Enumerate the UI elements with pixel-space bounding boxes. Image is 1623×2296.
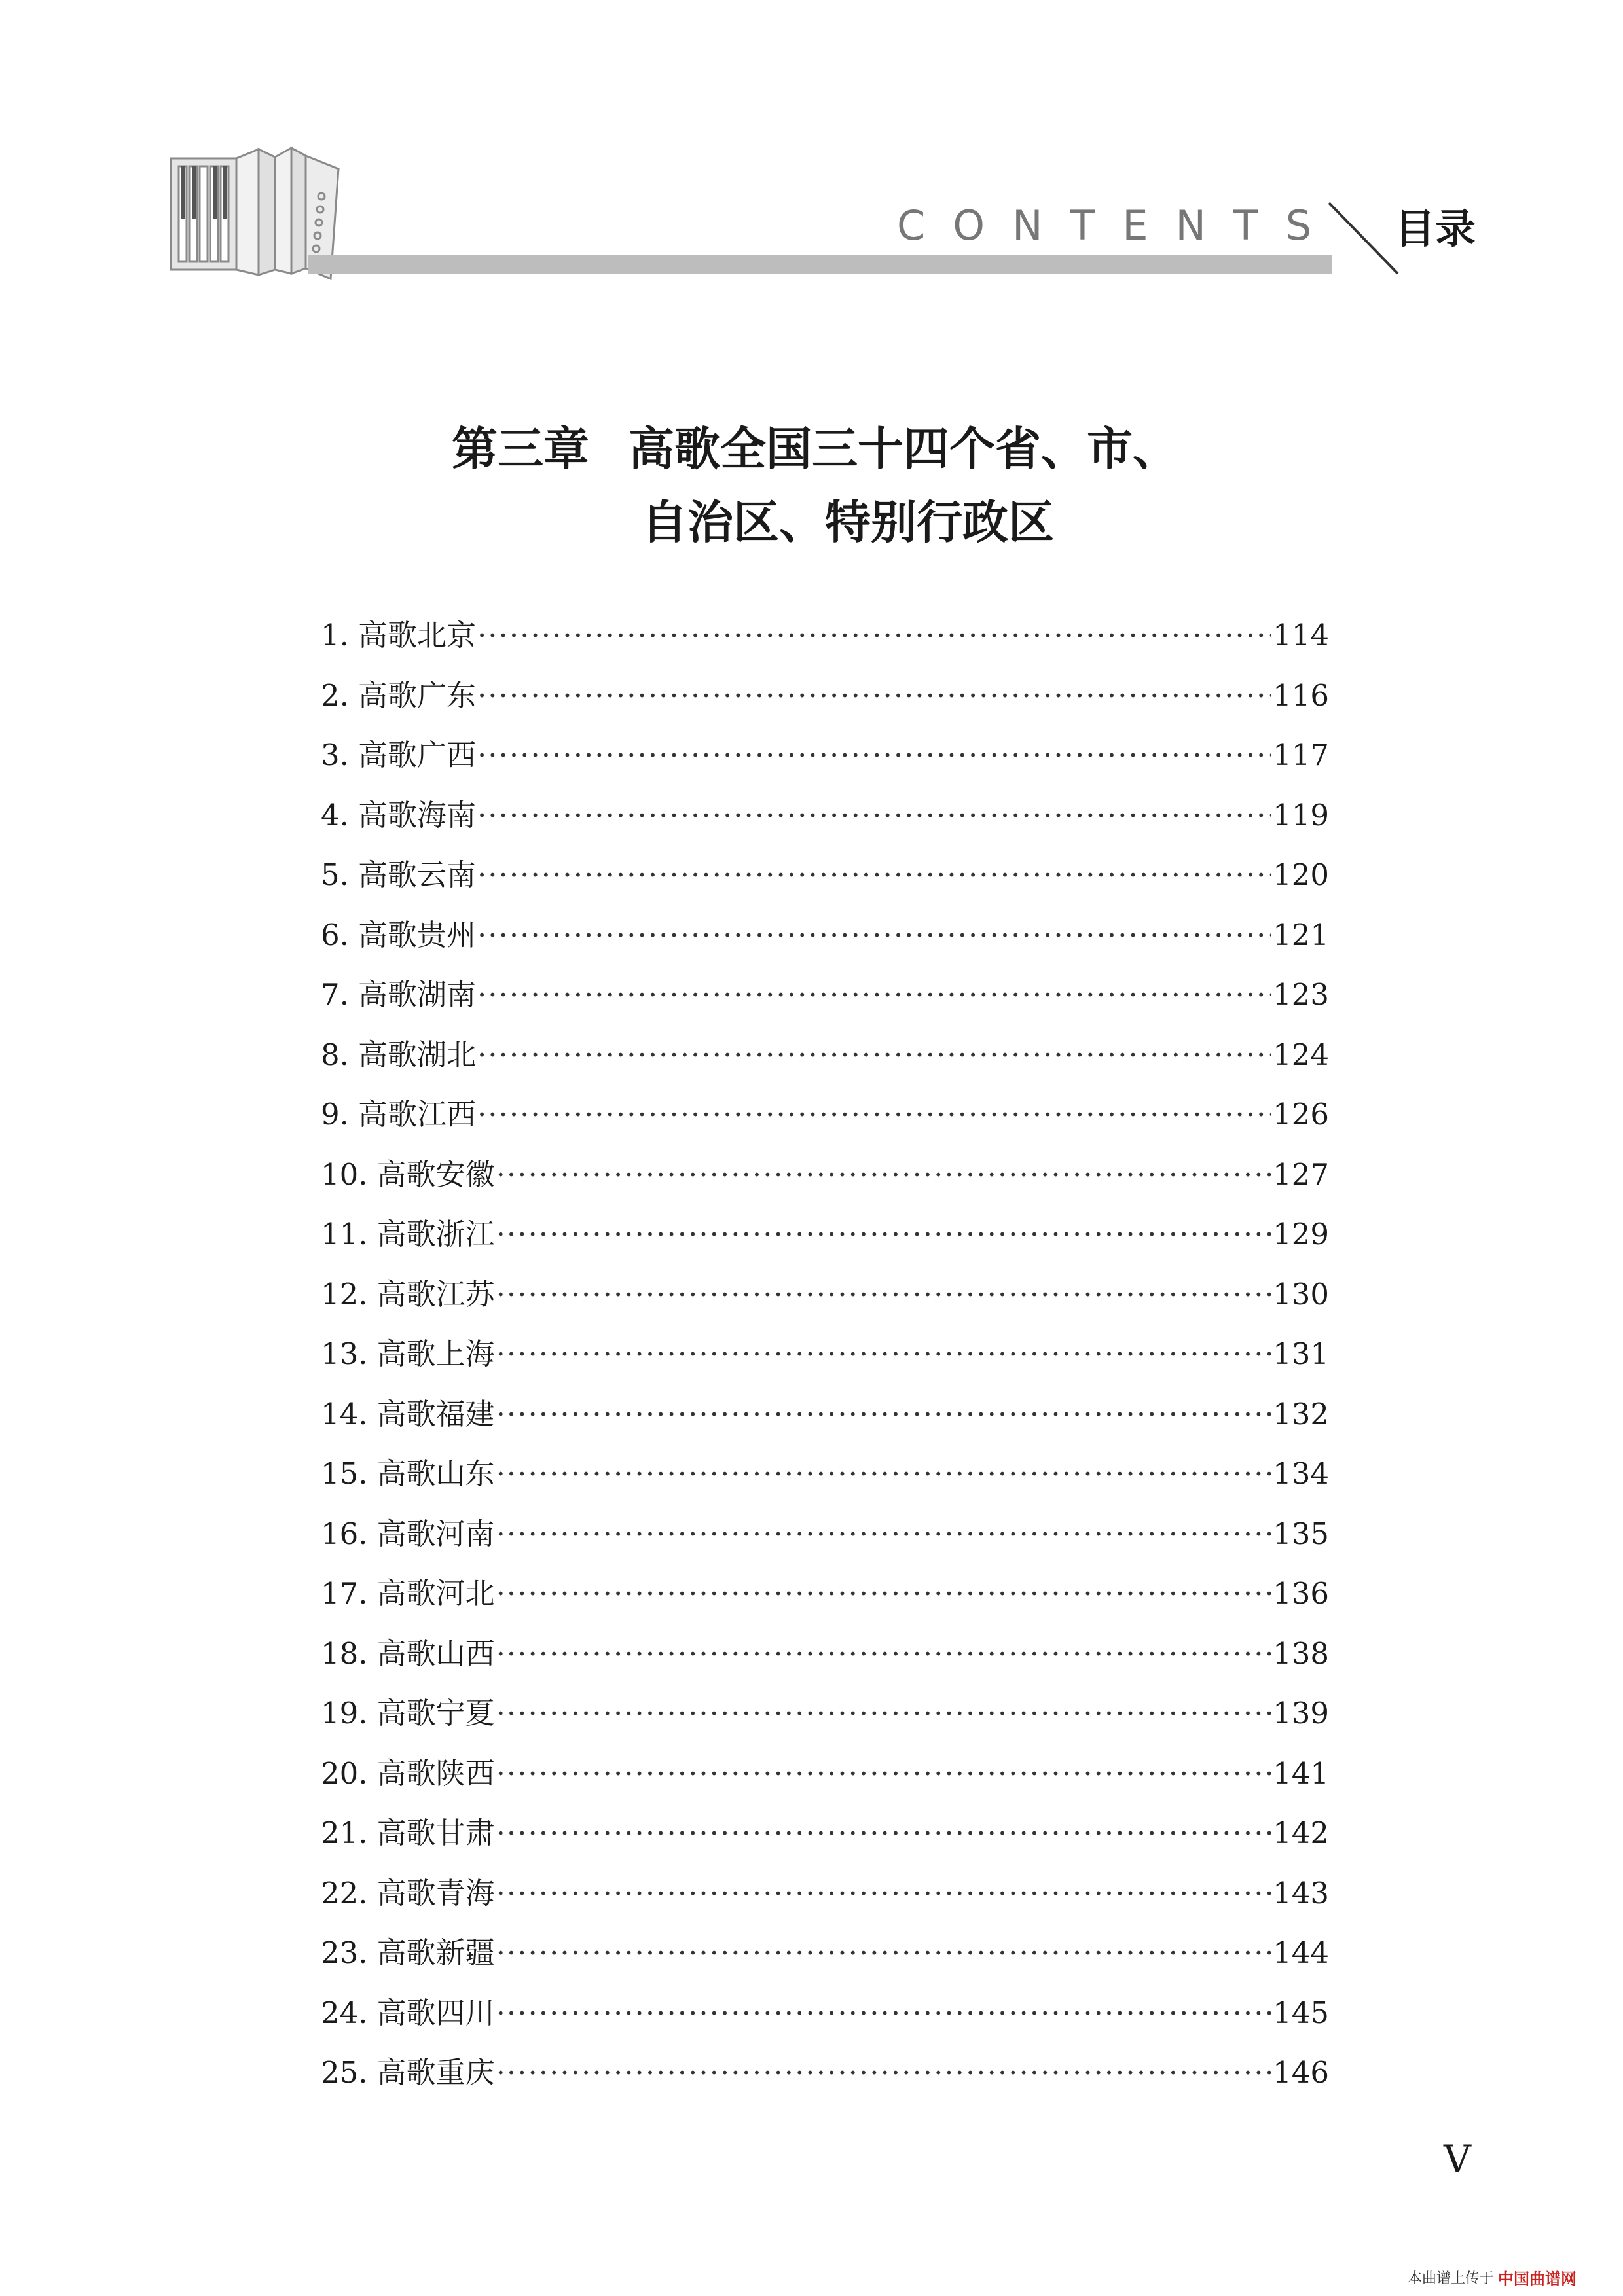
toc-entry-number: 17. (321, 1576, 368, 1611)
toc-entry[interactable] (321, 1624, 1329, 1684)
toc-entry-label: 高歌山东 (376, 1456, 495, 1491)
toc-dot-leader (496, 1324, 1272, 1384)
toc-dot-leader (496, 2043, 1272, 2103)
toc-dot-leader (496, 1983, 1272, 2043)
toc-entry-number: 25. (321, 2055, 368, 2090)
toc-dot-leader (496, 1145, 1272, 1205)
toc-entry-label: 高歌广西 (357, 738, 476, 772)
toc-entry-page: 132 (1273, 1396, 1329, 1431)
toc-dot-leader (477, 965, 1271, 1025)
toc-entry-page: 136 (1273, 1576, 1329, 1611)
toc-entry[interactable] (321, 785, 1329, 846)
toc-entry-page: 146 (1273, 2055, 1329, 2090)
toc-entry-number: 11. (321, 1217, 368, 1251)
toc-entry-number: 13. (321, 1336, 368, 1371)
toc-entry-page: 142 (1273, 1816, 1329, 1850)
toc-entry-page: 131 (1273, 1336, 1329, 1371)
table-of-contents (321, 605, 1329, 2103)
toc-entry-number: 2. (321, 677, 349, 713)
toc-entry-page: 116 (1273, 677, 1329, 713)
toc-entry-page: 130 (1273, 1276, 1329, 1312)
toc-dot-leader (496, 1863, 1272, 1924)
toc-dot-leader (477, 905, 1271, 965)
toc-dot-leader (496, 1444, 1272, 1504)
toc-dot-leader (477, 845, 1271, 905)
toc-entry-page: 126 (1273, 1097, 1329, 1132)
toc-entry-label: 高歌湖南 (357, 977, 476, 1012)
toc-entry-label: 高歌福建 (376, 1396, 495, 1431)
toc-dot-leader (477, 725, 1271, 785)
contents-heading: CONTENTS (897, 202, 1340, 249)
chapter-number: 第三章 (452, 422, 589, 476)
toc-entry[interactable] (321, 1983, 1329, 2043)
toc-entry-page: 143 (1273, 1875, 1329, 1910)
toc-entry[interactable] (321, 1265, 1329, 1325)
toc-entry-label: 高歌海南 (357, 797, 476, 833)
watermark-text: 本曲谱上传于 (1408, 2270, 1495, 2287)
toc-entry[interactable] (321, 1324, 1329, 1384)
toc-entry[interactable] (321, 666, 1329, 726)
toc-dot-leader (477, 605, 1271, 666)
toc-entry-label: 高歌上海 (376, 1336, 495, 1371)
toc-entry-label: 高歌陕西 (376, 1755, 495, 1791)
toc-dot-leader (496, 1683, 1272, 1744)
toc-entry[interactable] (321, 1444, 1329, 1504)
toc-entry-page: 134 (1273, 1456, 1329, 1491)
toc-entry-number: 4. (321, 797, 349, 833)
chapter-title (452, 412, 1303, 559)
toc-dot-leader (496, 1744, 1272, 1804)
toc-entry[interactable] (321, 1025, 1329, 1085)
toc-entry[interactable] (321, 1564, 1329, 1624)
toc-entry-label: 高歌贵州 (357, 917, 476, 952)
toc-entry-page: 124 (1273, 1037, 1329, 1072)
toc-dot-leader (477, 1025, 1271, 1085)
toc-entry[interactable] (321, 1145, 1329, 1205)
toc-entry-number: 10. (321, 1157, 368, 1192)
toc-entry[interactable] (321, 1803, 1329, 1863)
toc-entry-number: 16. (321, 1516, 368, 1551)
toc-entry-page: 120 (1273, 857, 1329, 892)
toc-entry-label: 高歌河南 (376, 1516, 495, 1551)
toc-dot-leader (496, 1504, 1272, 1564)
toc-entry-label: 高歌江西 (357, 1097, 476, 1132)
toc-entry-number: 5. (321, 857, 349, 892)
toc-entry-number: 3. (321, 738, 349, 772)
toc-entry-number: 20. (321, 1755, 368, 1791)
toc-entry-number: 8. (321, 1037, 349, 1072)
toc-entry-label: 高歌湖北 (357, 1037, 476, 1072)
toc-entry-number: 12. (321, 1276, 368, 1312)
toc-entry-label: 高歌山西 (376, 1636, 495, 1671)
toc-entry-number: 7. (321, 977, 349, 1012)
toc-dot-leader (496, 1564, 1272, 1624)
toc-entry-page: 117 (1273, 738, 1329, 772)
toc-entry-number: 15. (321, 1456, 368, 1491)
toc-entry-number: 1. (321, 618, 349, 653)
toc-entry-number: 6. (321, 917, 349, 952)
toc-entry-label: 高歌青海 (376, 1875, 495, 1910)
toc-entry-number: 18. (321, 1636, 368, 1671)
toc-entry-page: 119 (1273, 797, 1329, 833)
toc-entry[interactable] (321, 1863, 1329, 1924)
toc-entry-number: 14. (321, 1396, 368, 1431)
toc-entry-number: 22. (321, 1875, 368, 1910)
toc-entry-label: 高歌云南 (357, 857, 476, 892)
toc-entry-page: 138 (1273, 1636, 1329, 1671)
page-number: V (1444, 2137, 1471, 2181)
toc-dot-leader (496, 1803, 1272, 1863)
toc-dot-leader (477, 666, 1271, 726)
toc-entry-label: 高歌广东 (357, 677, 476, 713)
toc-entry[interactable] (321, 1744, 1329, 1804)
toc-entry-label: 高歌河北 (376, 1576, 495, 1611)
section-label: 目录 (1395, 205, 1476, 253)
toc-entry[interactable] (321, 965, 1329, 1025)
toc-entry-label: 高歌浙江 (376, 1217, 495, 1251)
toc-entry-number: 9. (321, 1097, 349, 1132)
toc-dot-leader (496, 1624, 1272, 1684)
toc-entry[interactable] (321, 725, 1329, 785)
toc-entry-page: 127 (1273, 1157, 1329, 1192)
toc-entry-page: 139 (1273, 1696, 1329, 1731)
toc-entry-page: 121 (1273, 917, 1329, 952)
toc-entry[interactable] (321, 2043, 1329, 2103)
toc-entry-label: 高歌甘肃 (376, 1816, 495, 1850)
toc-entry-label: 高歌江苏 (376, 1276, 495, 1312)
toc-entry[interactable] (321, 1384, 1329, 1444)
chapter-title-line1: 高歌全国三十四个省、市、 (629, 422, 1178, 476)
toc-entry-page: 144 (1273, 1935, 1329, 1970)
toc-entry-number: 23. (321, 1935, 368, 1970)
toc-entry[interactable] (321, 1923, 1329, 1983)
toc-entry-number: 21. (321, 1816, 368, 1850)
toc-dot-leader (496, 1384, 1272, 1444)
toc-entry-page: 135 (1273, 1516, 1329, 1551)
toc-entry[interactable] (321, 1683, 1329, 1744)
toc-entry-page: 129 (1273, 1217, 1329, 1251)
toc-dot-leader (496, 1923, 1272, 1983)
toc-dot-leader (496, 1265, 1272, 1325)
toc-entry-page: 123 (1273, 977, 1329, 1012)
toc-entry-page: 145 (1273, 1995, 1329, 2030)
toc-entry[interactable] (321, 1085, 1329, 1145)
toc-entry[interactable] (321, 605, 1329, 666)
toc-dot-leader (477, 1085, 1271, 1145)
toc-entry-number: 24. (321, 1995, 368, 2030)
toc-entry-label: 高歌新疆 (376, 1935, 495, 1970)
toc-entry[interactable] (321, 1504, 1329, 1564)
toc-entry-page: 141 (1273, 1755, 1329, 1791)
header-rule-bar (308, 255, 1332, 274)
toc-entry-label: 高歌安徽 (376, 1157, 495, 1192)
toc-dot-leader (477, 785, 1271, 846)
watermark (1408, 2266, 1577, 2289)
toc-entry[interactable] (321, 905, 1329, 965)
toc-entry-label: 高歌宁夏 (376, 1696, 495, 1731)
chapter-title-line2: 自治区、特别行政区 (642, 495, 1054, 549)
toc-entry-label: 高歌北京 (357, 618, 476, 653)
page-header (0, 0, 1623, 301)
toc-entry[interactable] (321, 1204, 1329, 1265)
toc-entry-number: 19. (321, 1696, 368, 1731)
toc-entry-label: 高歌四川 (376, 1995, 495, 2030)
toc-entry-label: 高歌重庆 (376, 2055, 495, 2090)
toc-dot-leader (496, 1204, 1272, 1265)
toc-entry[interactable] (321, 845, 1329, 905)
watermark-site-logo: 中国曲谱网 (1498, 2270, 1577, 2288)
toc-entry-page: 114 (1273, 618, 1329, 653)
